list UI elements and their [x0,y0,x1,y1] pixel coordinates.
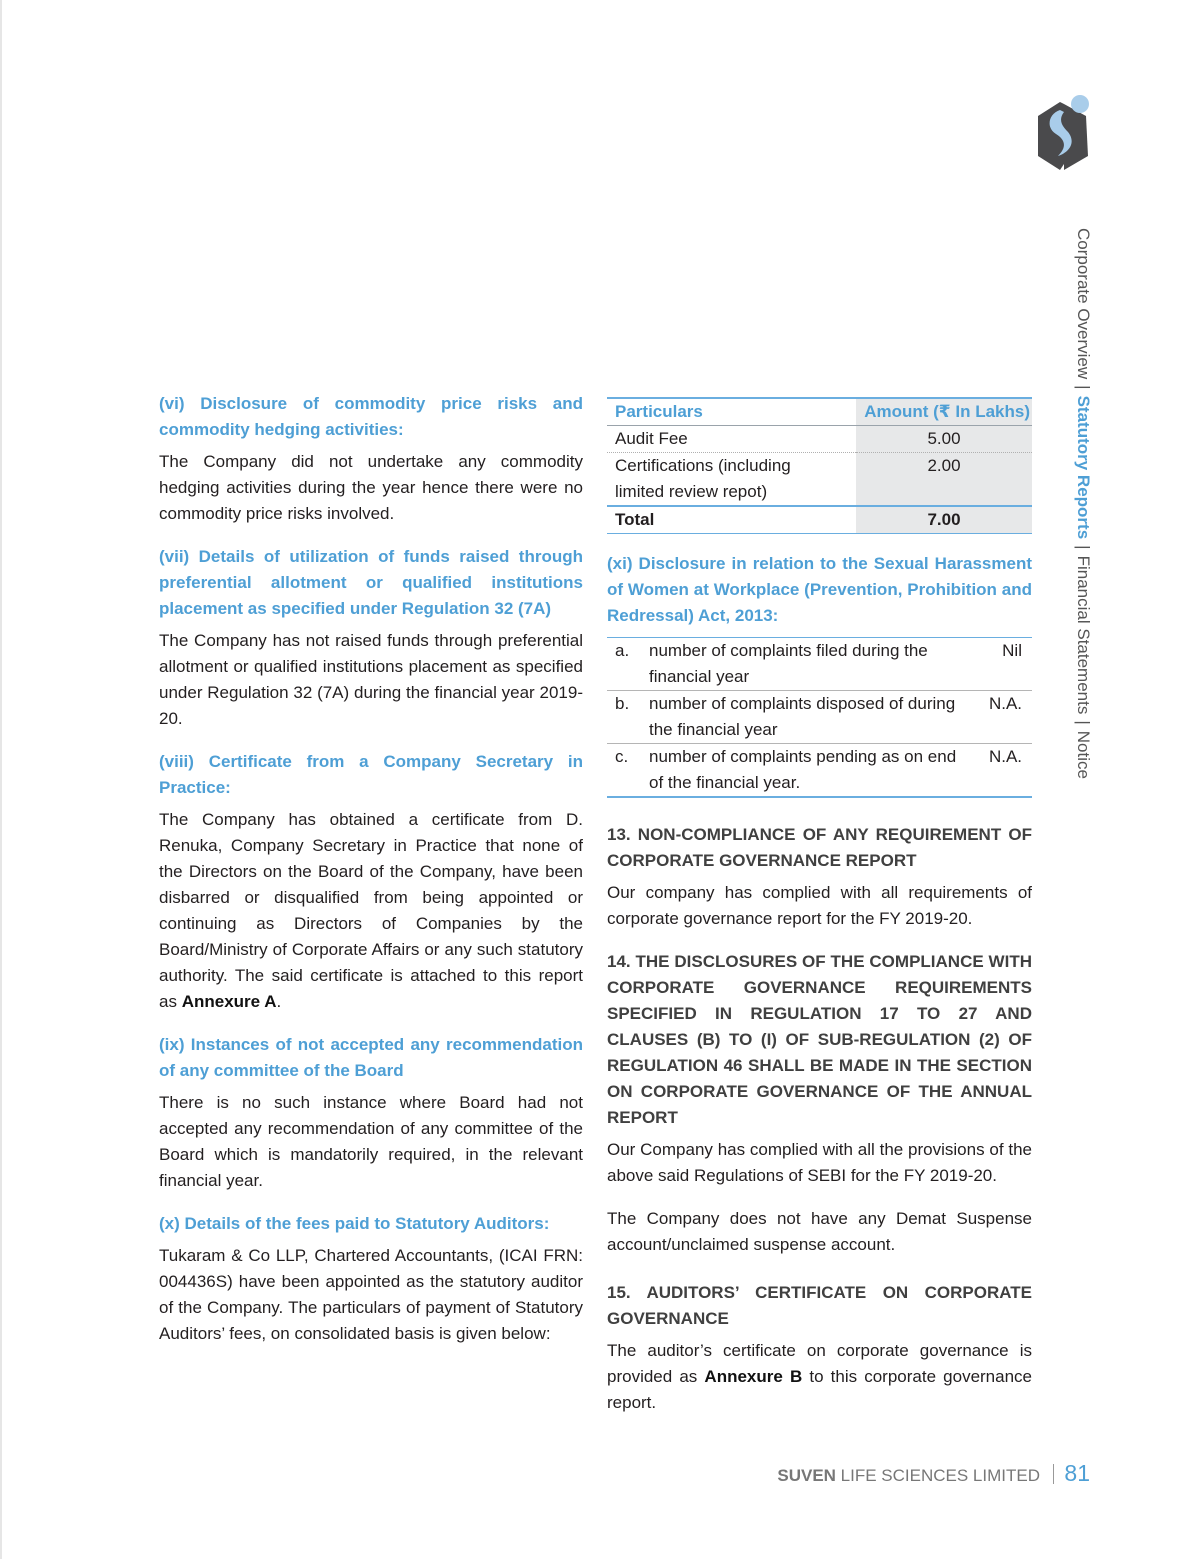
section-xi-heading: (xi) Disclosure in relation to the Sexual Harassment of Women at Workplace (Prevention, Prohibition and Redressal) Act, 2013: [607,554,1032,625]
section-14-body-2: The Company does not have any Demat Suspense account/unclaimed suspense account. [607,1209,1032,1254]
complaint-index: a. [615,641,630,660]
complaint-text: number of complaints filed during the financial year [649,641,928,686]
table-row [607,453,1032,507]
section-14-body-1: Our Company has complied with all the provisions of the above said Regulations of SEBI for the FY 2019-20. [607,1140,1032,1185]
complaint-index: b. [615,694,630,713]
row-amount: 5.00 [856,426,1032,453]
complaints-table [607,637,1032,798]
row-label: Audit Fee [607,426,856,453]
column-header-particulars: Particulars [607,398,856,426]
footer-divider [1053,1464,1054,1484]
section-13-heading: 13. NON-COMPLIANCE OF ANY REQUIREMENT OF CORPORATE GOVERNANCE REPORT [607,825,1032,870]
section-vii-heading: (vii) Details of utilization of funds raised through preferential allotment or qualified institutions placement as specified under Regulation 32 (7A) [159,547,583,618]
auditor-fees-table [607,397,1032,534]
complaint-value: N.A. [988,747,1022,766]
section-vi-heading: (vi) Disclosure of commodity price risks and commodity hedging activities: [159,394,583,439]
complaint-text: number of complaints disposed of during the financial year [649,694,956,739]
section-viii-text: The Company has obtained a certificate from D. Renuka, Company Secretary in Practice that none of the Directors on the Board of the Company, have been disbarred or disqualified from being appointed or continuing as Directors of Companies by the Board/Ministry of Corporate Affairs or any such statutory authority. The said certificate is attached to this report as [159,810,583,1011]
section-15-end: to this corporate governance report. [607,1367,1033,1412]
section-15-text: The auditor’s certificate on corporate governance is provided as [607,1341,1032,1386]
page-number: 81 [1064,1460,1090,1486]
page-edge [0,0,2,1559]
table-total-row [607,506,1032,534]
nav-financial-statements[interactable]: Financial Statements [1074,555,1093,715]
section-ix-heading: (ix) Instances of not accepted any recommendation of any committee of the Board [159,1035,583,1080]
page-footer [777,1460,1092,1490]
complaint-value: N.A. [988,694,1022,713]
section-15-heading: 15. AUDITORS’ CERTIFICATE ON CORPORATE GOVERNANCE [607,1283,1032,1328]
complaint-row [607,744,1032,798]
row-label: Certifications (including limited review repot) [615,456,791,501]
complaint-row [607,638,1032,691]
nav-notice[interactable]: Notice [1074,730,1093,779]
suven-logo-icon [1034,94,1092,172]
complaint-index: c. [615,747,629,766]
section-14-heading: 14. THE DISCLOSURES OF THE COMPLIANCE WITH CORPORATE GOVERNANCE REQUIREMENTS SPECIFIED IN REGULATION 17 TO 27 AND CLAUSES (B) TO (I) OF SUB-REGULATION (2) OF REGULATION 46 SHALL BE MADE IN THE SECTION ON CORPORATE GOVERNANCE OF THE ANNUAL REPORT [607,952,1032,1127]
row-amount: 2.00 [856,453,1032,507]
left-column [159,391,583,1364]
nav-statutory-reports[interactable]: Statutory Reports [1074,395,1093,540]
section-viii-end: . [276,992,282,1011]
complaint-value: Nil [1002,641,1022,660]
section-15-body [607,1338,1032,1416]
column-header-amount: Amount (₹ In Lakhs) [856,398,1032,426]
right-column [607,397,1032,1433]
side-navigation [1070,228,1096,779]
total-amount: 7.00 [856,506,1032,534]
company-name [777,1466,1040,1486]
total-label: Total [607,506,856,534]
section-13-body: Our company has complied with all requirements of corporate governance report for the FY 2019-20. [607,883,1032,928]
nav-separator: | [1074,545,1093,550]
section-vi-body: The Company did not undertake any commodity hedging activities during the year hence there were no commodity price risks involved. [159,452,583,523]
section-viii-body [159,807,583,1015]
nav-separator: | [1074,720,1093,725]
nav-separator: | [1074,385,1093,390]
company-name-rest: LIFE SCIENCES LIMITED [840,1466,1040,1485]
table-header-row [607,398,1032,426]
section-vii-body: The Company has not raised funds through preferential allotment or qualified institutions placement as specified under Regulation 32 (7A) during the financial year 2019-20. [159,631,583,728]
nav-corporate-overview[interactable]: Corporate Overview [1074,228,1093,380]
company-name-bold: SUVEN [777,1466,836,1485]
annexure-b-link: Annexure B [704,1367,803,1386]
table-row [607,426,1032,453]
section-viii-heading: (viii) Certificate from a Company Secretary in Practice: [159,752,583,797]
section-ix-body: There is no such instance where Board had not accepted any recommendation of any committee of the Board which is mandatorily required, in the relevant financial year. [159,1093,583,1190]
annexure-a-link: Annexure A [181,992,277,1011]
section-x-heading: (x) Details of the fees paid to Statutory Auditors: [159,1214,550,1233]
complaint-row [607,691,1032,744]
complaint-text: number of complaints pending as on end of the financial year. [649,747,957,792]
section-x-body: Tukaram & Co LLP, Chartered Accountants, (ICAI FRN: 004436S) have been appointed as the statutory auditor of the Company. The particulars of payment of Statutory Auditors’ fees, on consolidated basis is given below: [159,1246,583,1343]
